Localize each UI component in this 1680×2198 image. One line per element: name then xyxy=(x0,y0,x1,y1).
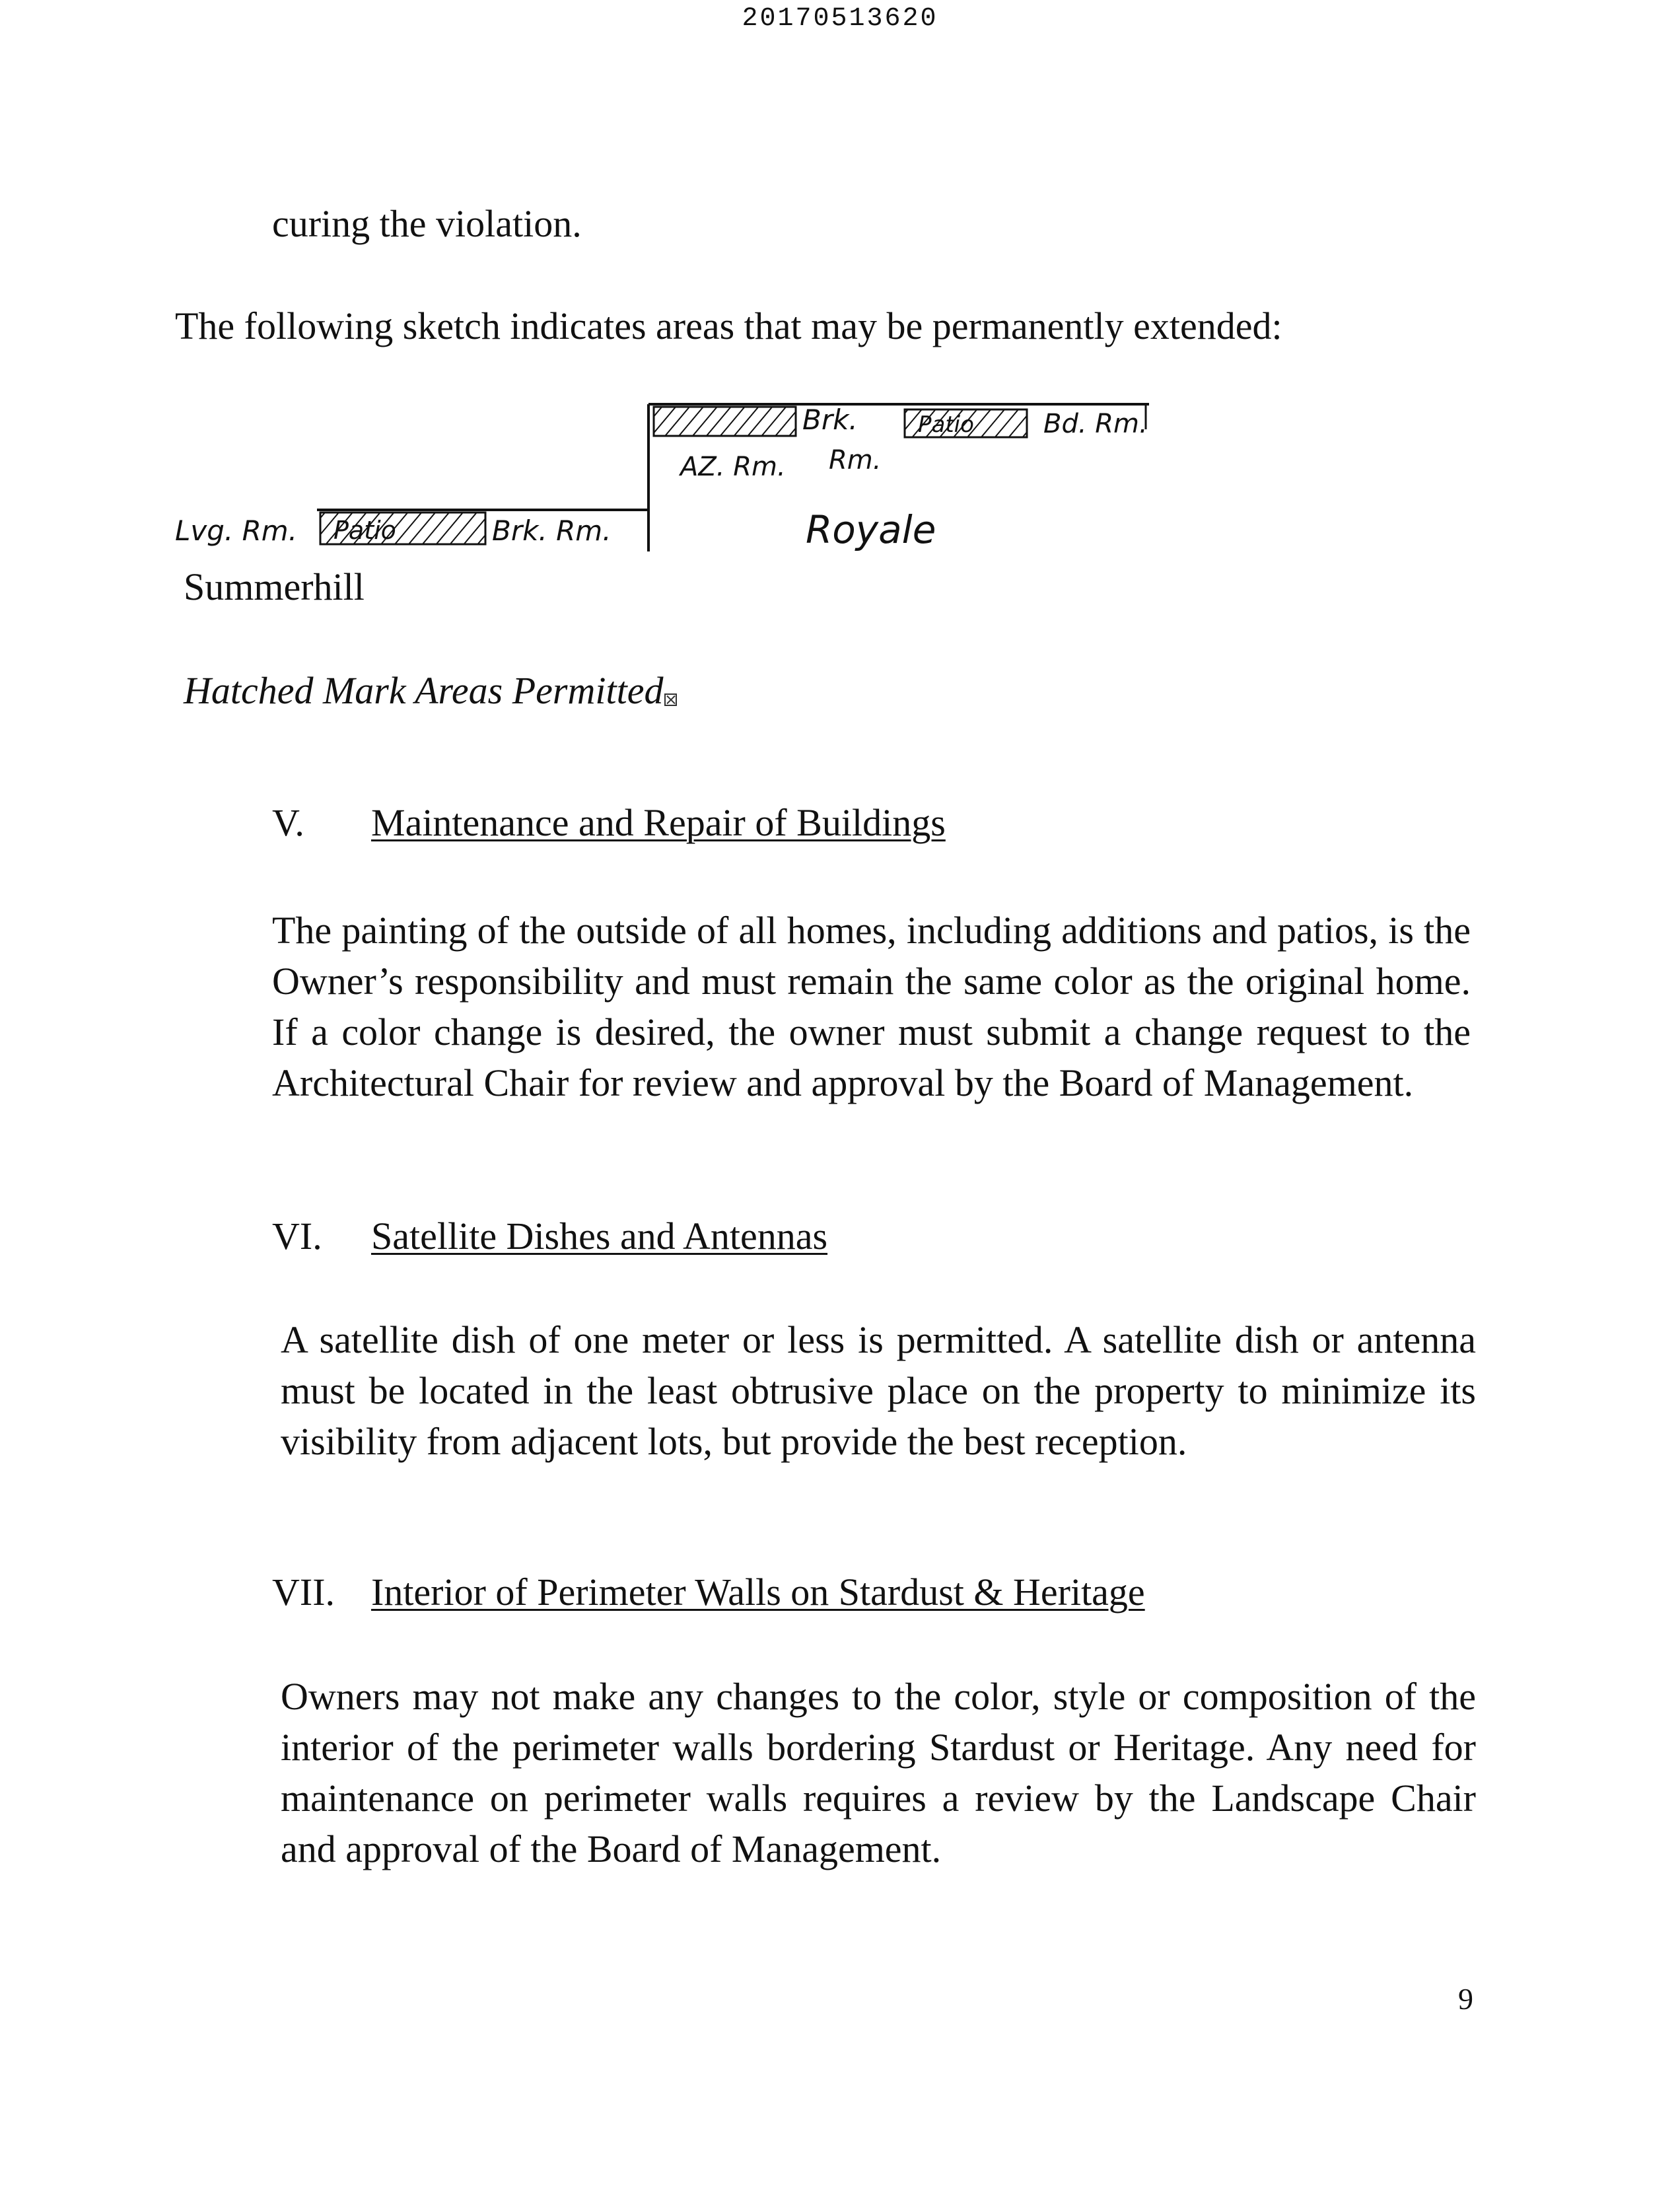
section-heading-v xyxy=(272,800,946,845)
sketch-caption-text: Hatched Mark Areas Permitted xyxy=(184,669,664,712)
section-heading-vi xyxy=(272,1214,828,1259)
section-title: Maintenance and Repair of Buildings xyxy=(371,801,946,844)
section-title: Satellite Dishes and Antennas xyxy=(371,1215,828,1258)
hatched-area-summerhill-patio xyxy=(320,513,485,545)
section-number: VI. xyxy=(272,1215,322,1258)
sketch-label-bd-rm: Bd. Rm. xyxy=(1043,409,1148,439)
sketch-label-summerhill-patio: Patio xyxy=(333,516,396,545)
sketch-label-brk: Brk. xyxy=(802,404,858,436)
sketch-label-rm: Rm. xyxy=(829,445,882,476)
sketch-label-royale-patio: Patio xyxy=(918,411,974,438)
page-number: 9 xyxy=(1458,1982,1473,2016)
sketch-intro-text: The following sketch indicates areas that may be permanently extended: xyxy=(175,304,1282,347)
sketch-label-royale: Royale xyxy=(806,507,936,552)
boxed-x-icon xyxy=(664,693,677,706)
section-heading-vii xyxy=(272,1570,1145,1615)
section-number: V. xyxy=(272,801,304,844)
extension-sketch xyxy=(165,390,1189,561)
section-title: Interior of Perimeter Walls on Stardust & Heritage xyxy=(371,1571,1145,1613)
sketch-label-az-rm: AZ. Rm. xyxy=(680,452,786,482)
section-body-vii: Owners may not make any changes to the color, style or composition of the interior of the perimeter walls bordering Stardust or Heritage. Any need for maintenance on perimeter walls requires a review by the Landscape Chair and approval of the Board of Management. xyxy=(281,1675,1476,1870)
hatched-area-az-rm xyxy=(654,407,796,436)
section-number: VII. xyxy=(272,1571,335,1613)
model-name-summerhill: Summerhill xyxy=(184,565,365,608)
sketch-caption xyxy=(184,668,677,713)
continuation-text: curing the violation. xyxy=(272,202,582,245)
sketch-label-brk-rm: Brk. Rm. xyxy=(492,514,612,547)
hatched-area-royale-patio xyxy=(905,409,1027,438)
section-body-vi: A satellite dish of one meter or less is permitted. A satellite dish or antenna must be located in the least obtrusive place on the property to minimize its visibility from adjacent lots, but provide the best reception. xyxy=(281,1318,1476,1463)
document-number: 20170513620 xyxy=(742,4,938,34)
section-body-v: The painting of the outside of all homes, including additions and patios, is the Owner’s responsibility and must remain the same color as the original home. If a color change is desired, the owner must submit a change request to the Architectural Chair for review and approval by the Board of Management. xyxy=(272,909,1471,1104)
sketch-label-lvg-rm: Lvg. Rm. xyxy=(175,514,298,547)
